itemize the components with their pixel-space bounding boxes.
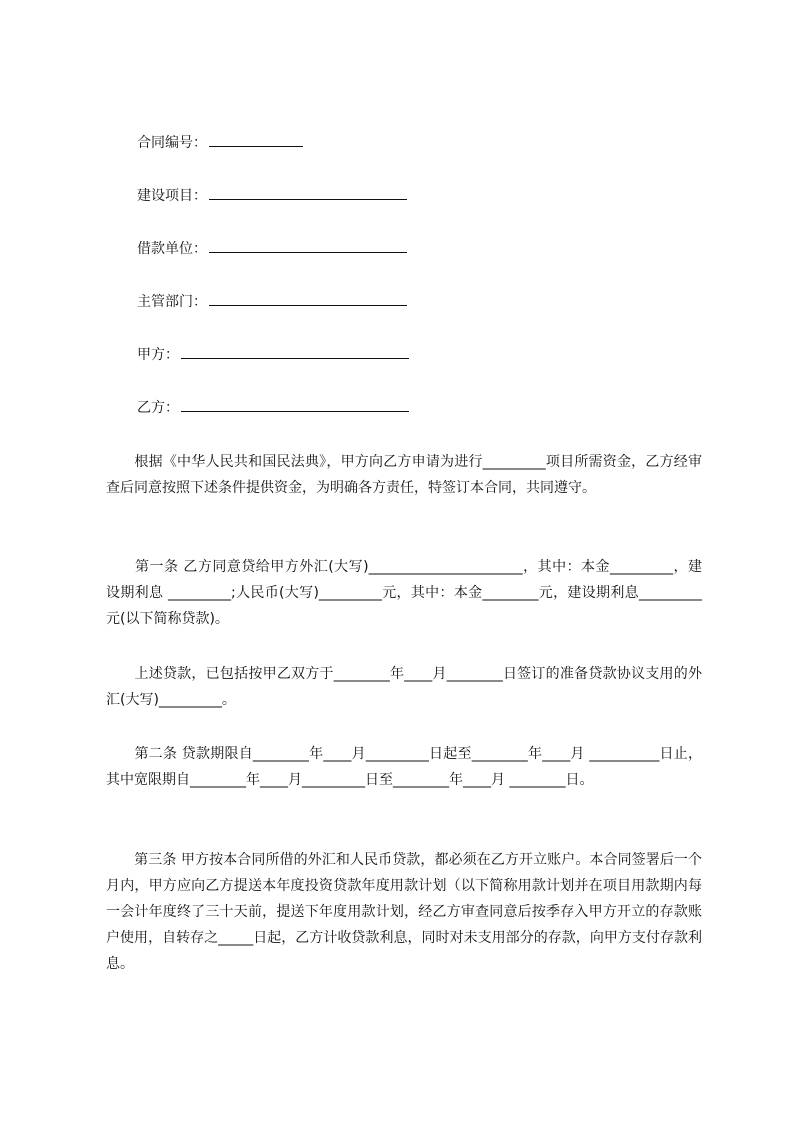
party-b-blank bbox=[181, 397, 409, 412]
contract-number-label: 合同编号： bbox=[137, 135, 207, 151]
article-1-supplement-paragraph: 上述贷款，已包括按甲乙双方于________年____月________日签订的准备贷款协议支用的外汇(大写)_________。 bbox=[106, 666, 702, 708]
project-field bbox=[137, 185, 407, 206]
project-blank bbox=[209, 185, 407, 200]
department-field bbox=[137, 291, 407, 312]
borrower-blank bbox=[209, 238, 407, 253]
borrower-field bbox=[137, 238, 407, 259]
contract-number-field bbox=[137, 132, 303, 153]
party-a-blank bbox=[181, 344, 409, 359]
party-a-label: 甲方： bbox=[137, 347, 179, 363]
preamble-paragraph: 根据《中华人民共和国民法典》，甲方向乙方申请为进行_________项目所需资金，乙方经审查后同意按照下述条件提供资金，为明确各方责任，特签订本合同，共同遵守。 bbox=[106, 454, 702, 496]
article-2-paragraph: 第二条 贷款期限自________年____月_________日起至________年____月 __________日止，其中宽限期自________年____月_________日至________年____月 ________日。 bbox=[106, 746, 702, 788]
contract-number-blank bbox=[209, 132, 303, 147]
article-3-paragraph: 第三条 甲方按本合同所借的外汇和人民币贷款，都必须在乙方开立账户。本合同签署后一个月内，甲方应向乙方提送本年度投资贷款年度用款计划（以下简称用款计划并在项目用款期内每一会计年度终了三十天前，提送下年度用款计划，经乙方审查同意后按季存入甲方开立的存款账户使用，自转存之_____日起，乙方计收贷款利息，同时对未支用部分的存款，向甲方支付存款利息。 bbox=[106, 852, 702, 972]
project-label: 建设项目： bbox=[137, 188, 207, 204]
party-a-field bbox=[137, 344, 409, 365]
department-label: 主管部门： bbox=[137, 294, 207, 310]
party-b-field bbox=[137, 397, 409, 418]
borrower-label: 借款单位： bbox=[137, 241, 207, 257]
article-1-paragraph: 第一条 乙方同意贷给甲方外汇(大写)______________________，其中：本金_________，建设期利息 _________;人民币(大写)_________元，其中：本金________元，建设期利息_________元(以下简称贷款)。 bbox=[106, 559, 702, 627]
department-blank bbox=[209, 291, 407, 306]
party-b-label: 乙方： bbox=[137, 400, 179, 416]
